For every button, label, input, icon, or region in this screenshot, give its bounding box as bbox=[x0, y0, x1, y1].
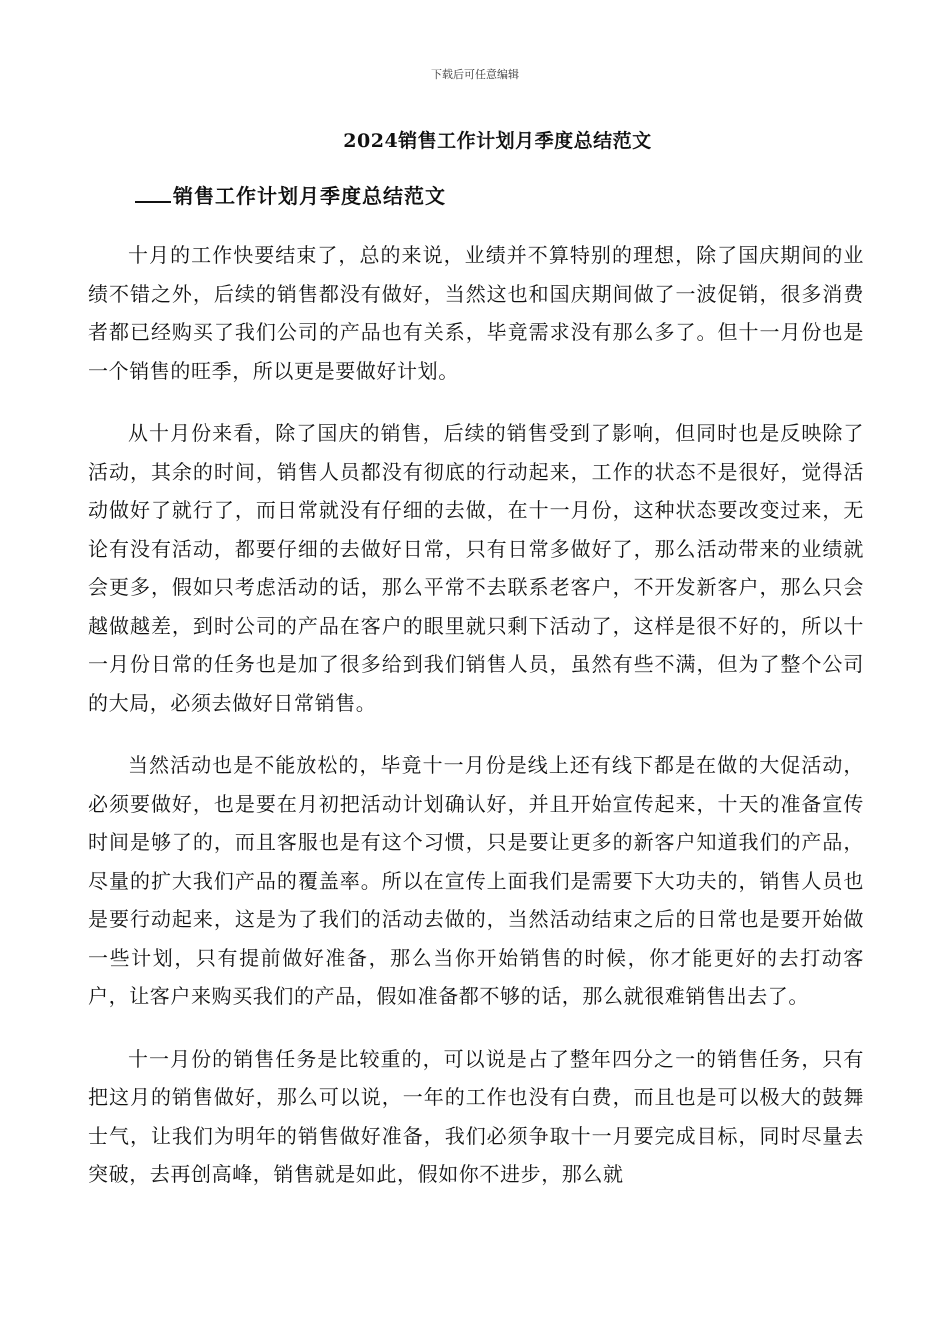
subtitle bbox=[135, 180, 446, 209]
paragraph: 十月的工作快要结束了，总的来说，业绩并不算特别的理想，除了国庆期间的业绩不错之外，后续的销售都没有做好，当然这也和国庆期间做了一波促销，很多消费者都已经购买了我们公司的产品也有关系，毕竟需求没有那么多了。但十一月份也是一个销售的旺季，所以更是要做好计划。 bbox=[88, 243, 864, 383]
paragraph: 当然活动也是不能放松的，毕竟十一月份是线上还有线下都是在做的大促活动，必须要做好，也是要在月初把活动计划确认好，并且开始宣传起来，十天的准备宣传时间是够了的，而且客服也是有这个习惯，只是要让更多的新客户知道我们的产品，尽量的扩大我们产品的覆盖率。所以在宣传上面我们是需要下大功夫的，销售人员也是要行动起来，这是为了我们的活动去做的，当然活动结束之后的日常也是要开始做一些计划，只有提前做好准备，那么当你开始销售的时候，你才能更好的去打动客户，让客户来购买我们的产品，假如准备都不够的话，那么就很难销售出去了。 bbox=[88, 753, 864, 1008]
paragraph: 从十月份来看，除了国庆的销售，后续的销售受到了影响，但同时也是反映除了活动，其余的时间，销售人员都没有彻底的行动起来，工作的状态不是很好，觉得活动做好了就行了，而日常就没有仔细的去做，在十一月份，这种状态要改变过来，无论有没有活动，都要仔细的去做好日常，只有日常多做好了，那么活动带来的业绩就会更多，假如只考虑活动的话，那么平常不去联系老客户，不开发新客户，那么只会越做越差，到时公司的产品在客户的眼里就只剩下活动了，这样是很不好的，所以十一月份日常的任务也是加了很多给到我们销售人员，虽然有些不满，但为了整个公司的大局，必须去做好日常销售。 bbox=[88, 421, 864, 715]
blank-underline bbox=[135, 183, 171, 203]
paragraph: 十一月份的销售任务是比较重的，可以说是占了整年四分之一的销售任务，只有把这月的销售做好，那么可以说，一年的工作也没有白费，而且也是可以极大的鼓舞士气，让我们为明年的销售做好准备，我们必须争取十一月要完成目标，同时尽量去突破，去再创高峰，销售就是如此，假如你不进步，那么就 bbox=[88, 1046, 864, 1186]
subtitle-text: 销售工作计划月季度总结范文 bbox=[173, 184, 446, 208]
body-content bbox=[88, 236, 864, 1218]
document-title: 2024销售工作计划月季度总结范文 bbox=[343, 130, 652, 152]
header-note: 下载后可任意编辑 bbox=[431, 68, 519, 81]
